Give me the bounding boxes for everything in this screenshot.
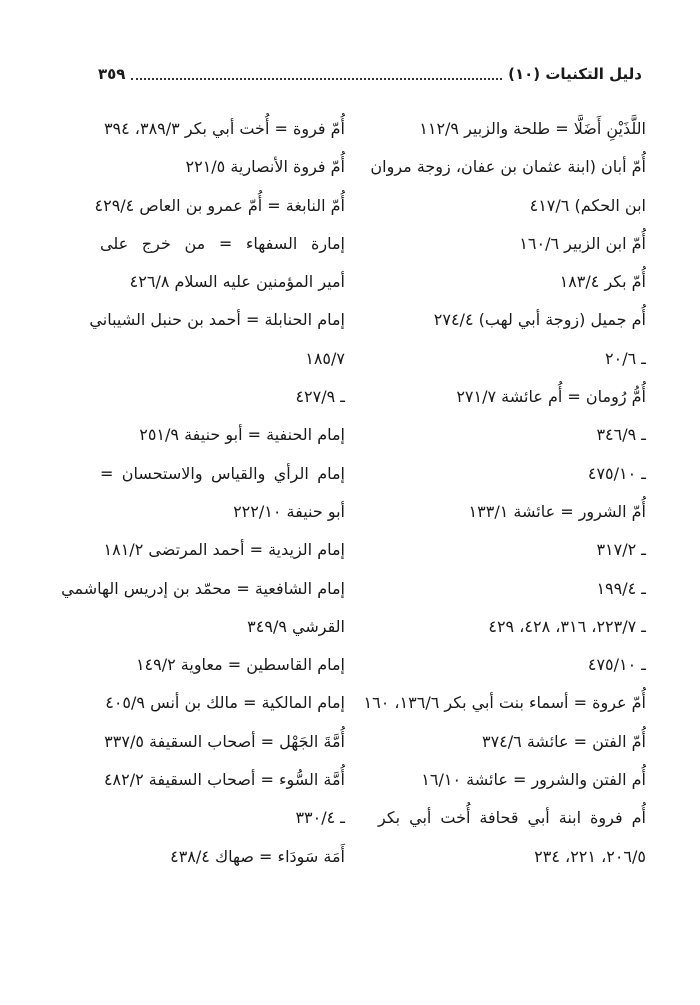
index-entry: ١٨٥/٧ [305, 348, 345, 368]
index-entry: أُمَّةَ الجَهْل = أصحاب السقيفة ٣٣٧/٥ [104, 731, 345, 751]
index-entry: ـ ٢٠/٦ [605, 348, 646, 368]
index-entry: أُمّ فروة الأنصارية ٢٢١/٥ [185, 157, 345, 177]
page-number: ٣٥٩ [98, 65, 126, 83]
index-entry: أُمّ بكر ١٨٣/٤ [559, 272, 646, 292]
index-entry: إمام الزيدية = أحمد المرتضى ١٨١/٢ [103, 540, 345, 560]
index-entry: ـ ٣١٧/٢ [596, 540, 646, 560]
index-entry: إمام الحنابلة = أحمد بن حنبل الشيباني [89, 310, 345, 330]
index-entry: أُم جميل (زوجة أبي لهب) ٢٧٤/٤ [433, 310, 646, 330]
index-entry: اللَّذَيْنِ أَضَلَّا = طلحة والزبير ١١٢/٩ [419, 119, 646, 138]
index-entry: أُمّ الشرور = عائشة ١٣٣/١ [468, 501, 646, 521]
index-entry: ـ ٤٧٥/١٠ [587, 655, 646, 675]
index-entry: إمام الرأي والقياس والاستحسان = [100, 463, 345, 483]
running-header [98, 62, 642, 86]
index-entry: أبو حنيفة ٢٢٢/١٠ [233, 501, 345, 521]
index-entry: إمام الحنفية = أبو حنيفة ٢٥١/٩ [139, 425, 345, 445]
index-entry: إمام المالكية = مالك بن أنس ٤٠٥/٩ [105, 693, 345, 713]
index-entry: القرشي ٣٤٩/٩ [247, 616, 345, 636]
index-entry: ٢٠٦/٥، ٢٢١، ٢٣٤ [534, 846, 646, 866]
index-entry: أُمّ فروة = أُخت أبي بكر ٣٨٩/٣، ٣٩٤ [103, 119, 345, 138]
index-entry: أُمّ النابغة = أُمّ عمرو بن العاص ٤٢٩/٤ [94, 195, 345, 215]
index-entry: أُم الفتن والشرور = عائشة ١٦/١٠ [421, 770, 646, 790]
index-entry: أُمُّ رُومان = أُم عائشة ٢٧١/٧ [456, 387, 646, 407]
index-entry: ـ ٣٣٠/٤ [295, 808, 345, 828]
index-entry: إمارة السفهاء = من خرج على [100, 233, 345, 253]
index-column-left [61, 110, 345, 876]
index-entry: أمير المؤمنين عليه السلام ٤٢٦/٨ [129, 272, 345, 292]
index-entry: أُم فروة ابنة أبي قحافة أُخت أبي بكر [378, 808, 646, 828]
index-entry: إمام الشافعية = محمّد بن إدريس الهاشمي [61, 578, 345, 598]
index-entry: ـ ٤٢٧/٩ [295, 387, 345, 407]
index-entry: أَمَة سَودَاء = صهاك ٤٣٨/٤ [170, 846, 345, 866]
index-entry: أُمّ أبان (ابنة عثمان بن عفان، زوجة مروان [370, 157, 646, 177]
index-entry: ـ ٤٧٥/١٠ [587, 463, 646, 483]
running-header-title: دليل التكنيات (١٠) [508, 65, 642, 83]
index-entry: أُمّ ابن الزبير ١٦٠/٦ [519, 233, 646, 253]
index-entry: أُمَّة السُّوء = أصحاب السقيفة ٤٨٢/٢ [103, 770, 345, 790]
index-entry: ابن الحكم) ٤١٧/٦ [529, 195, 646, 215]
index-entry: ـ ٢٢٣/٧، ٣١٦، ٤٢٨، ٤٢٩ [488, 616, 646, 636]
index-column-right [363, 110, 646, 876]
index-entry: ـ ٣٤٦/٩ [596, 425, 646, 445]
index-entry: إمام القاسطين = معاوية ١٤٩/٢ [135, 655, 345, 675]
dotted-leader [131, 78, 502, 80]
index-entry: ـ ١٩٩/٤ [596, 578, 646, 598]
index-entry: أُمّ عروة = أسماء بنت أبي بكر ١٣٦/٦، ١٦٠ [363, 693, 646, 713]
index-entry: أُمّ الفتن = عائشة ٣٧٤/٦ [481, 731, 646, 751]
